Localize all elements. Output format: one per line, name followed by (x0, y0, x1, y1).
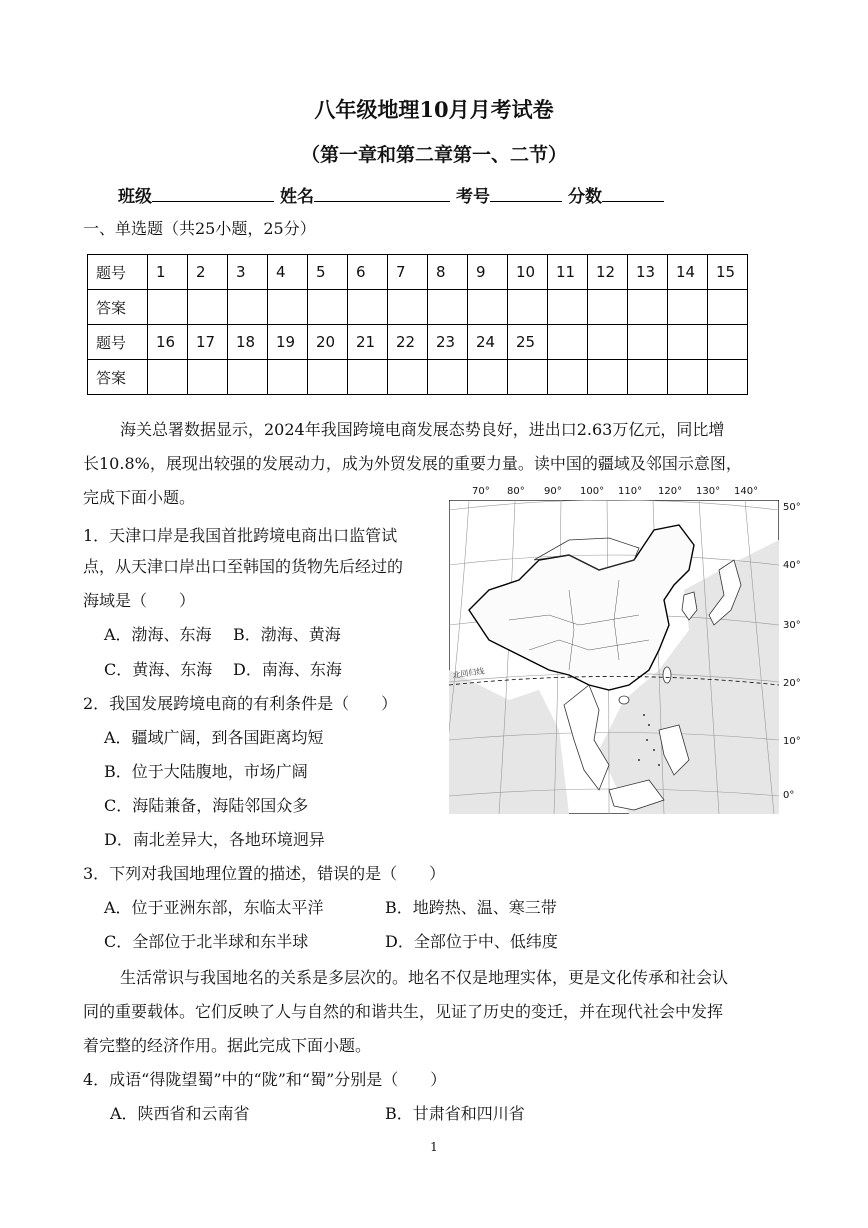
table-cell: 2 (188, 255, 228, 290)
row-label-answer: 答案 (88, 290, 148, 325)
table-cell: 7 (388, 255, 428, 290)
option-b[interactable]: B．渤海、黄海 (233, 625, 341, 644)
lat-label: 20° (783, 678, 801, 689)
passage-text: 着完整的经济作用。据此完成下面小题。 (83, 1036, 372, 1055)
option-b[interactable]: B．位于大陆腹地，市场广阔 (104, 762, 308, 781)
table-cell: 24 (468, 325, 508, 360)
answer-cell[interactable] (228, 360, 268, 395)
option-d[interactable]: D．全部位于中、低纬度 (385, 932, 558, 951)
answer-cell[interactable] (348, 360, 388, 395)
table-cell: 25 (508, 325, 548, 360)
question-2-stem: 2．我国发展跨境电商的有利条件是（ ） (83, 694, 398, 713)
table-cell (708, 325, 748, 360)
answer-cell[interactable] (228, 290, 268, 325)
table-row (88, 290, 748, 325)
option-d[interactable]: D．南海、东海 (233, 660, 342, 679)
answer-cell[interactable] (428, 360, 468, 395)
passage-text: 同的重要载体。它们反映了人与自然的和谐共生，见证了历史的变迁，并在现代社会中发挥 (83, 1002, 724, 1021)
row-label-number: 题号 (88, 255, 148, 290)
answer-cell[interactable] (628, 290, 668, 325)
table-cell: 6 (348, 255, 388, 290)
lat-label: 30° (783, 620, 801, 631)
table-cell: 19 (268, 325, 308, 360)
china-territory-map (449, 500, 779, 814)
page-title: 八年级地理10月月考试卷 (314, 97, 554, 122)
table-cell: 9 (468, 255, 508, 290)
option-a[interactable]: A．疆域广阔，到各国距离均短 (104, 728, 324, 747)
table-cell: 11 (548, 255, 588, 290)
name-blank[interactable] (314, 185, 450, 202)
answer-cell[interactable] (428, 290, 468, 325)
class-label: 班级 (118, 187, 152, 207)
answer-cell[interactable] (548, 290, 588, 325)
passage-text: 生活常识与我国地名的关系是多层次的。地名不仅是地理实体，更是文化传承和社会认 (120, 968, 729, 987)
question-1-line: 点，从天津口岸出口至韩国的货物先后经过的 (83, 557, 404, 576)
exam-number-label: 考号 (456, 187, 490, 207)
table-cell (708, 360, 748, 395)
option-c[interactable]: C．黄海、东海 (104, 660, 213, 679)
answer-cell[interactable] (668, 290, 708, 325)
answer-cell[interactable] (188, 360, 228, 395)
answer-table (87, 254, 748, 395)
question-4-stem: 4．成语“得陇望蜀”中的“陇”和“蜀”分别是（ ） (83, 1070, 447, 1089)
table-cell: 15 (708, 255, 748, 290)
table-cell (588, 325, 628, 360)
page-subtitle: （第一章和第二章第一、二节） (300, 144, 567, 166)
lon-label: 80° (507, 486, 525, 497)
table-cell: 5 (308, 255, 348, 290)
option-b[interactable]: B．地跨热、温、寒三带 (385, 898, 557, 917)
option-a[interactable]: A．渤海、东海 (104, 625, 212, 644)
answer-cell[interactable] (268, 360, 308, 395)
answer-cell[interactable] (508, 290, 548, 325)
row-label-number: 题号 (88, 325, 148, 360)
answer-cell[interactable] (188, 290, 228, 325)
student-info-line (118, 182, 670, 207)
table-cell: 16 (148, 325, 188, 360)
table-cell: 1 (148, 255, 188, 290)
answer-cell[interactable] (148, 290, 188, 325)
page-number: 1 (430, 1140, 438, 1154)
answer-cell[interactable] (468, 290, 508, 325)
answer-cell[interactable] (388, 290, 428, 325)
score-label: 分数 (568, 187, 602, 207)
passage-text: 完成下面小题。 (83, 488, 196, 507)
option-a[interactable]: A．位于亚洲东部，东临太平洋 (104, 898, 324, 917)
lon-label: 70° (472, 486, 490, 497)
answer-cell[interactable] (348, 290, 388, 325)
table-cell (588, 360, 628, 395)
row-label-answer: 答案 (88, 360, 148, 395)
exam-number-blank[interactable] (490, 185, 562, 202)
question-3-stem: 3．下列对我国地理位置的描述，错误的是（ ） (83, 864, 446, 883)
option-a[interactable]: A．陕西省和云南省 (110, 1104, 250, 1123)
table-cell: 22 (388, 325, 428, 360)
lon-label: 110° (618, 486, 643, 497)
table-cell: 13 (628, 255, 668, 290)
table-cell: 12 (588, 255, 628, 290)
name-label: 姓名 (280, 187, 314, 207)
score-blank[interactable] (602, 185, 664, 202)
table-cell (548, 325, 588, 360)
lat-label: 10° (783, 736, 801, 747)
latitude-labels (783, 500, 823, 814)
lon-label: 140° (734, 486, 759, 497)
passage-text: 海关总署数据显示，2024年我国跨境电商发展态势良好，进出口2.63万亿元，同比增 (120, 420, 725, 439)
answer-cell[interactable] (268, 290, 308, 325)
table-cell: 20 (308, 325, 348, 360)
option-b[interactable]: B．甘肃省和四川省 (385, 1104, 525, 1123)
question-1-line: 1．天津口岸是我国首批跨境电商出口监管试 (83, 526, 398, 545)
answer-cell[interactable] (508, 360, 548, 395)
table-cell: 18 (228, 325, 268, 360)
table-cell (628, 360, 668, 395)
table-row (88, 325, 748, 360)
section-heading: 一、单选题（共25小题，25分） (83, 219, 316, 238)
lon-label: 100° (580, 486, 605, 497)
table-cell: 4 (268, 255, 308, 290)
table-cell: 23 (428, 325, 468, 360)
question-1-line: 海域是（ ） (83, 591, 196, 610)
table-row (88, 255, 748, 290)
answer-cell[interactable] (308, 290, 348, 325)
option-d[interactable]: D．南北差异大，各地环境迥异 (104, 830, 325, 849)
class-blank[interactable] (152, 185, 274, 202)
tropic-of-cancer-label: 北回归线 (452, 666, 485, 680)
table-cell (628, 325, 668, 360)
lon-label: 90° (544, 486, 562, 497)
answer-cell[interactable] (708, 290, 748, 325)
lon-label: 130° (696, 486, 721, 497)
lat-label: 50° (783, 502, 801, 513)
answer-cell[interactable] (468, 360, 508, 395)
table-row (88, 360, 748, 395)
table-cell: 3 (228, 255, 268, 290)
table-cell: 14 (668, 255, 708, 290)
answer-cell[interactable] (388, 360, 428, 395)
table-cell: 17 (188, 325, 228, 360)
answer-cell[interactable] (148, 360, 188, 395)
table-cell: 8 (428, 255, 468, 290)
option-c[interactable]: C．海陆兼备，海陆邻国众多 (104, 796, 309, 815)
option-c[interactable]: C．全部位于北半球和东半球 (104, 932, 309, 951)
table-cell: 10 (508, 255, 548, 290)
answer-cell[interactable] (308, 360, 348, 395)
lat-label: 0° (783, 790, 795, 801)
answer-cell[interactable] (588, 290, 628, 325)
table-cell (668, 325, 708, 360)
passage-text: 长10.8%，展现出较强的发展动力，成为外贸发展的重要力量。读中国的疆域及邻国示意图， (83, 454, 742, 473)
table-cell (668, 360, 708, 395)
lat-label: 40° (783, 560, 801, 571)
table-cell: 21 (348, 325, 388, 360)
lon-label: 120° (658, 486, 683, 497)
table-cell (548, 360, 588, 395)
